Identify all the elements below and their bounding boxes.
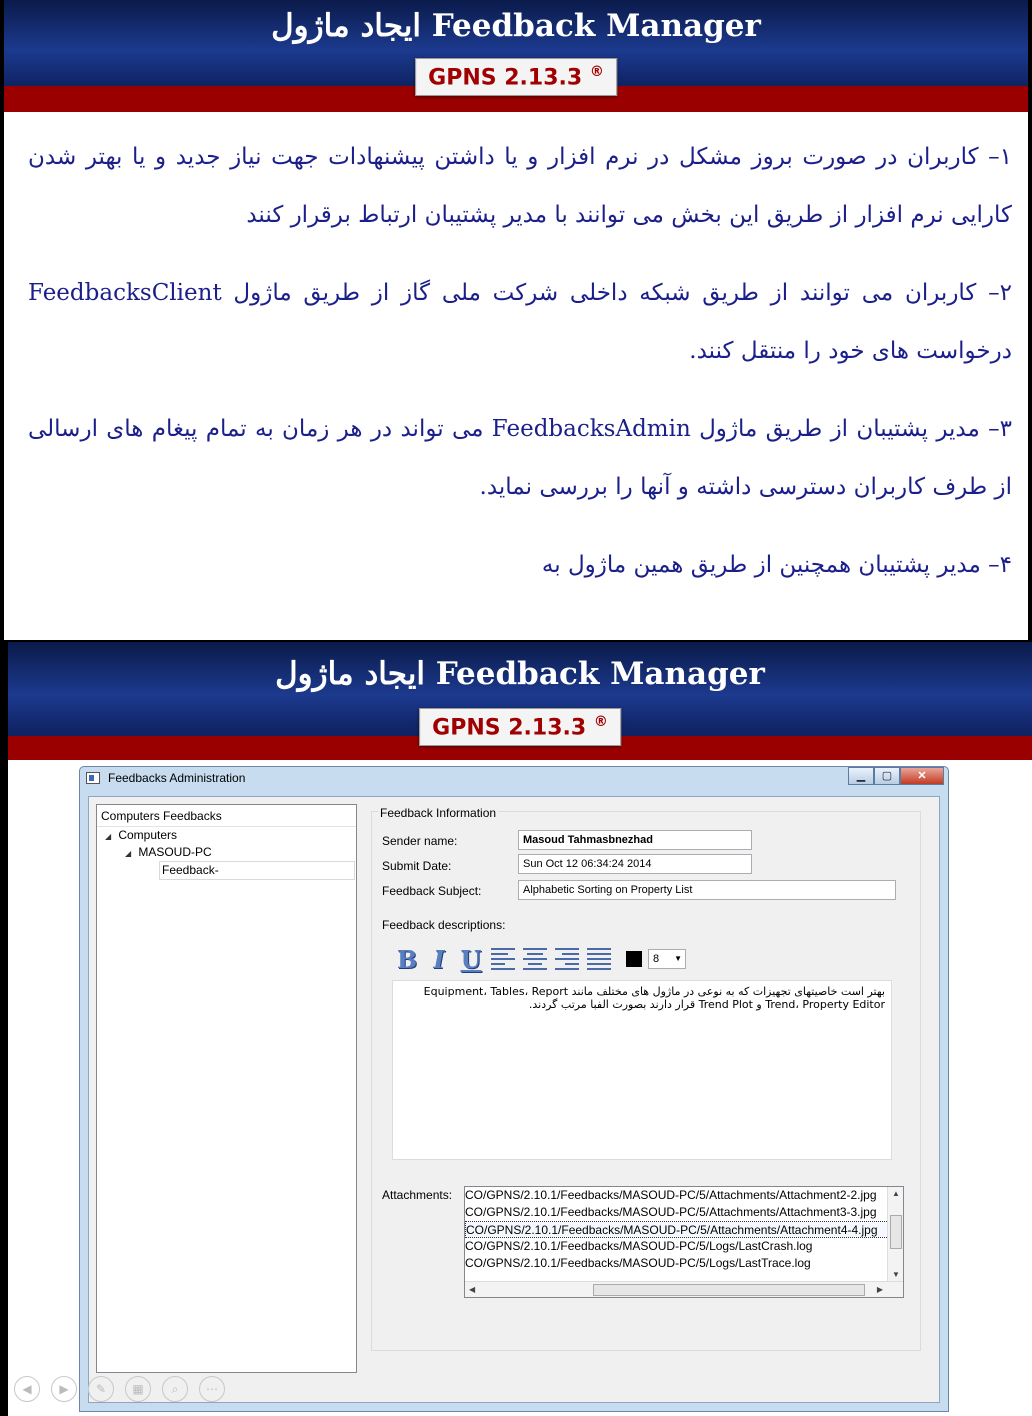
app-icon [86,772,100,784]
scroll-up-icon[interactable]: ▲ [892,1189,900,1198]
attachment-item-selected[interactable]: CO/GPNS/2.10.1/Feedbacks/MASOUD-PC/5/Attachments/Attachment4-4.jpg [465,1221,903,1238]
attachment-item[interactable]: CO/GPNS/2.10.1/Feedbacks/MASOUD-PC/5/Logs/LastTrace.log [465,1256,811,1270]
font-size-dropdown[interactable]: 8 ▼ [648,949,686,969]
feedback-tree[interactable] [96,804,357,1373]
minimize-button[interactable]: ▁ [848,767,874,785]
scrollbar-thumb[interactable] [593,1284,865,1296]
pen-icon[interactable]: ✎ [88,1376,114,1402]
tree-header: Computers Feedbacks [97,805,356,827]
underline-icon: U [460,944,482,974]
maximize-button[interactable]: ▢ [874,767,900,785]
tree-node-label: Feedback- [159,861,355,880]
bullet-point-2: ۲– کاربران می توانند از طریق شبکه داخلی شرکت ملی گاز از طریق ماژول FeedbacksClient درخواست های خود را منتقل کنند. [28,280,1012,364]
tree-node-computers[interactable] [97,827,356,844]
underline-button[interactable] [456,944,486,974]
align-left-button[interactable] [488,944,518,974]
scroll-right-icon[interactable]: ▶ [876,1285,883,1294]
previous-slide-icon[interactable]: ◀ [14,1376,40,1402]
slide-2 [8,642,1032,1416]
descriptions-label: Feedback descriptions: [382,918,506,932]
tree-node-feedback[interactable] [97,861,356,878]
collapse-triangle-icon[interactable]: ◢ [125,849,132,858]
slides-grid-icon[interactable]: ▦ [125,1376,151,1402]
bullet-point-1: ۱– کاربران در صورت بروز مشکل در نرم افزار و یا داشتن پیشنهادات جهت نیاز جدید و یا بهتر شدن کارایی نرم افزار از طریق این بخش می توانند با مدیر پشتیبان ارتباط برقرار کنند [28,144,1012,228]
tree-node-label: MASOUD-PC [138,845,212,859]
slide-1 [4,0,1028,640]
sender-label: Sender name: [382,834,458,848]
align-center-icon [523,948,547,970]
scroll-down-icon[interactable]: ▼ [892,1270,900,1279]
align-center-button[interactable] [520,944,550,974]
subject-field[interactable]: Alphabetic Sorting on Property List [518,880,896,900]
more-options-icon[interactable]: ⋯ [199,1376,225,1402]
feedbacks-admin-window [79,766,949,1412]
attachment-item[interactable]: CO/GPNS/2.10.1/Feedbacks/MASOUD-PC/5/Attachments/Attachment3-3.jpg [465,1205,877,1219]
bold-button[interactable] [392,944,422,974]
horizontal-scrollbar[interactable] [465,1281,903,1297]
bullet-point-4: ۴– مدیر پشتیبان همچنین از طریق همین ماژول به [541,552,1012,578]
version-badge [419,708,621,746]
bullet-point-3: ۳– مدیر پشتیبان از طریق ماژول FeedbacksAdmin می تواند در هر زمان به تمام پیغام های ارسالی از طرف کاربران دسترسی داشته و آنها را بررسی نماید. [28,416,1012,500]
window-titlebar[interactable] [80,767,948,789]
align-left-icon [491,948,515,970]
version-badge [415,58,617,96]
attachment-item[interactable]: CO/GPNS/2.10.1/Feedbacks/MASOUD-PC/5/Logs/LastCrash.log [465,1239,813,1253]
slide-2-banner [8,642,1032,760]
italic-icon: I [433,944,445,974]
registered-mark: ® [593,714,608,730]
next-slide-icon[interactable]: ▶ [51,1376,77,1402]
bullet-points [28,128,1012,614]
justify-button[interactable] [584,944,614,974]
italic-button[interactable] [424,944,454,974]
tree-node-label: Computers [118,828,178,842]
color-swatch-icon[interactable] [626,951,642,967]
zoom-icon[interactable]: ⌕ [162,1376,188,1402]
collapse-triangle-icon[interactable]: ◢ [105,832,112,841]
version-badge-text: GPNS 2.13.3 [432,715,587,741]
slide-2-title: ایجاد ماژول Feedback Manager [275,656,765,692]
subject-label: Feedback Subject: [382,884,482,898]
submit-date-label: Submit Date: [382,859,452,873]
close-button[interactable]: ✕ [900,767,944,785]
window-controls [848,767,944,785]
align-right-button[interactable] [552,944,582,974]
attachments-list[interactable] [464,1186,904,1298]
tree-node-computer[interactable] [97,844,356,861]
registered-mark: ® [589,64,604,80]
version-badge-text: GPNS 2.13.3 [428,65,583,91]
scrollbar-thumb[interactable] [890,1215,902,1249]
format-toolbar [392,944,686,974]
scroll-left-icon[interactable]: ◀ [469,1285,476,1294]
sender-name-field[interactable]: Masoud Tahmasbnezhad [518,830,752,850]
align-right-icon [555,948,579,970]
attachments-label: Attachments: [382,1188,453,1202]
feedback-information-group [371,806,921,1351]
slideshow-controls [14,1376,236,1402]
justify-icon [587,948,611,970]
bold-icon: B [396,944,418,974]
slide-1-banner [4,0,1028,112]
slide-1-title: ایجاد ماژول Feedback Manager [271,8,761,44]
group-legend: Feedback Information [380,806,497,820]
window-client-area [88,796,940,1403]
description-line-2: Trend، Property Editor و Trend Plot قرار دارند بصورت الفبا مرتب گردند. [528,998,885,1011]
vertical-scrollbar[interactable] [887,1187,903,1281]
window-title: Feedbacks Administration [108,771,246,785]
description-line-1: بهتر است خاصیتهای تجهیزات که به نوعی در ماژول های مختلف مانند Equipment، Tables، Report [423,985,885,998]
attachment-item[interactable]: CO/GPNS/2.10.1/Feedbacks/MASOUD-PC/5/Attachments/Attachment2-2.jpg [465,1188,877,1202]
submit-date-field[interactable]: Sun Oct 12 06:34:24 2014 [518,854,752,874]
description-editor[interactable] [392,980,892,1160]
